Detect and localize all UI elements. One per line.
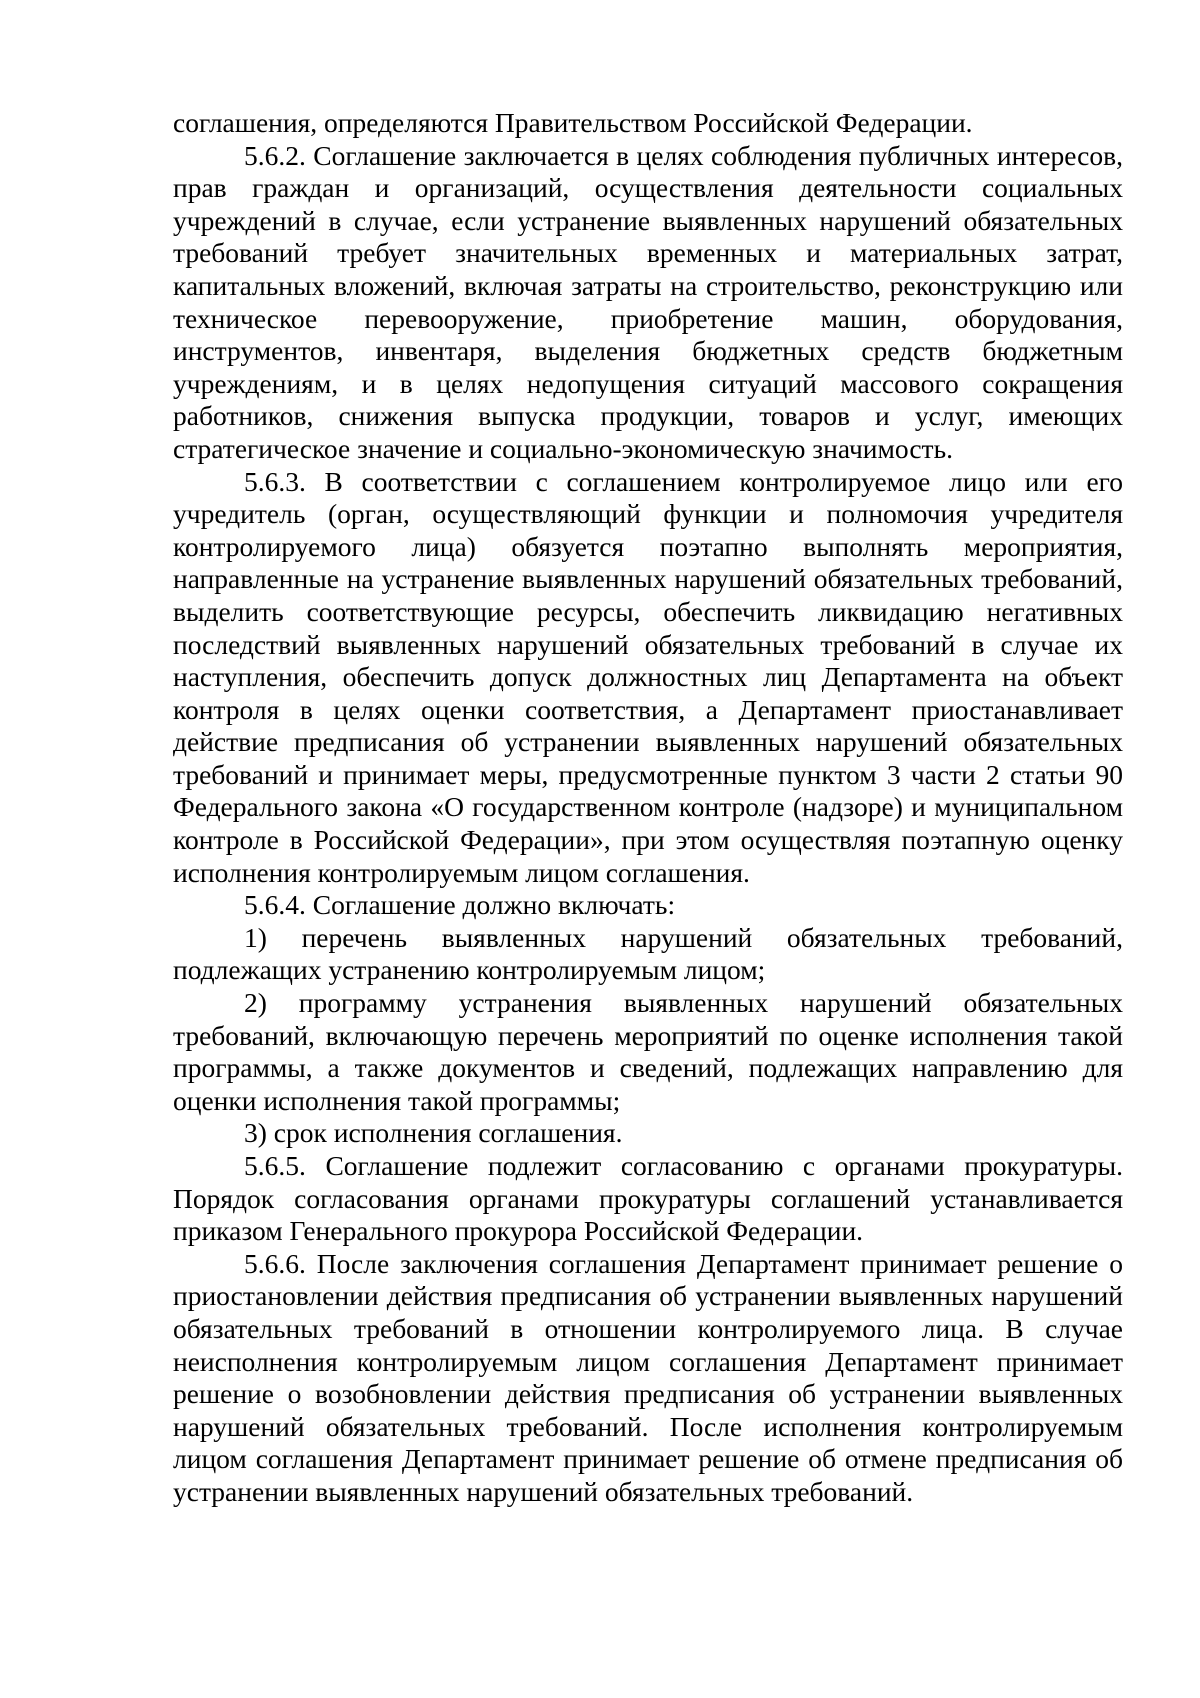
paragraph-5-6-2: 5.6.2. Соглашение заключается в целях соблюдения публичных интересов, прав граждан и организаций, осуществления деятельности социальных учреждений в случае, если устранение выявленных нарушений обязательных требований требует значительных временных и материальных затрат, капитальных вложений, включая затраты на строительство, реконструкцию или техническое перевооружение, приобретение машин, оборудования, инструментов, инвентаря, выделения бюджетных средств бюджетным учреждениям, и в целях недопущения ситуаций массового сокращения работников, снижения выпуска продукции, товаров и услуг, имеющих стратегическое значение и социально-экономическую значимость. bbox=[173, 139, 1123, 464]
paragraph-5-6-4: 5.6.4. Соглашение должно включать: bbox=[244, 889, 676, 921]
list-item-1: 1) перечень выявленных нарушений обязательных требований, подлежащих устранению контролируемым лицом; bbox=[173, 921, 1123, 986]
paragraph-5-6-6: 5.6.6. После заключения соглашения Департамент принимает решение о приостановлении действия предписания об устранении выявленных нарушений обязательных требований в отношении контролируемого лица. В случае неисполнения контролируемым лицом соглашения Департамент принимает решение о возобновлении действия предписания об устранении выявленных нарушений обязательных требований. После исполнения контролируемым лицом соглашения Департамент принимает решение об отмене предписания об устранении выявленных нарушений обязательных требований. bbox=[173, 1247, 1123, 1507]
list-item-3: 3) срок исполнения соглашения. bbox=[244, 1117, 623, 1149]
paragraph-5-6-5: 5.6.5. Соглашение подлежит согласованию с органами прокуратуры. Порядок согласования органами прокуратуры соглашений устанавливается приказом Генерального прокурора Российской Федерации. bbox=[173, 1150, 1123, 1247]
document-page bbox=[173, 107, 1123, 1509]
list-item-2: 2) программу устранения выявленных нарушений обязательных требований, включающую перечень мероприятий по оценке исполнения такой программы, а также документов и сведений, подлежащих направлению для оценки исполнения такой программы; bbox=[173, 987, 1123, 1116]
paragraph-continuation: соглашения, определяются Правительством Российской Федерации. bbox=[173, 107, 973, 138]
paragraph-5-6-3: 5.6.3. В соответствии с соглашением контролируемое лицо или его учредитель (орган, осуществляющий функции и полномочия учредителя контролируемого лица) обязуется поэтапно выполнять мероприятия, направленные на устранение выявленных нарушений обязательных требований, выделить соответствующие ресурсы, обеспечить ликвидацию негативных последствий выявленных нарушений обязательных требований в случае их наступления, обеспечить допуск должностных лиц Департамента на объект контроля в целях оценки соответствия, а Департамент приостанавливает действие предписания об устранении выявленных нарушений обязательных требований и принимает меры, предусмотренные пунктом 3 части 2 статьи 90 Федерального закона «О государственном контроле (надзоре) и муниципальном контроле в Российской Федерации», при этом осуществляя поэтапную оценку исполнения контролируемым лицом соглашения. bbox=[173, 465, 1123, 888]
